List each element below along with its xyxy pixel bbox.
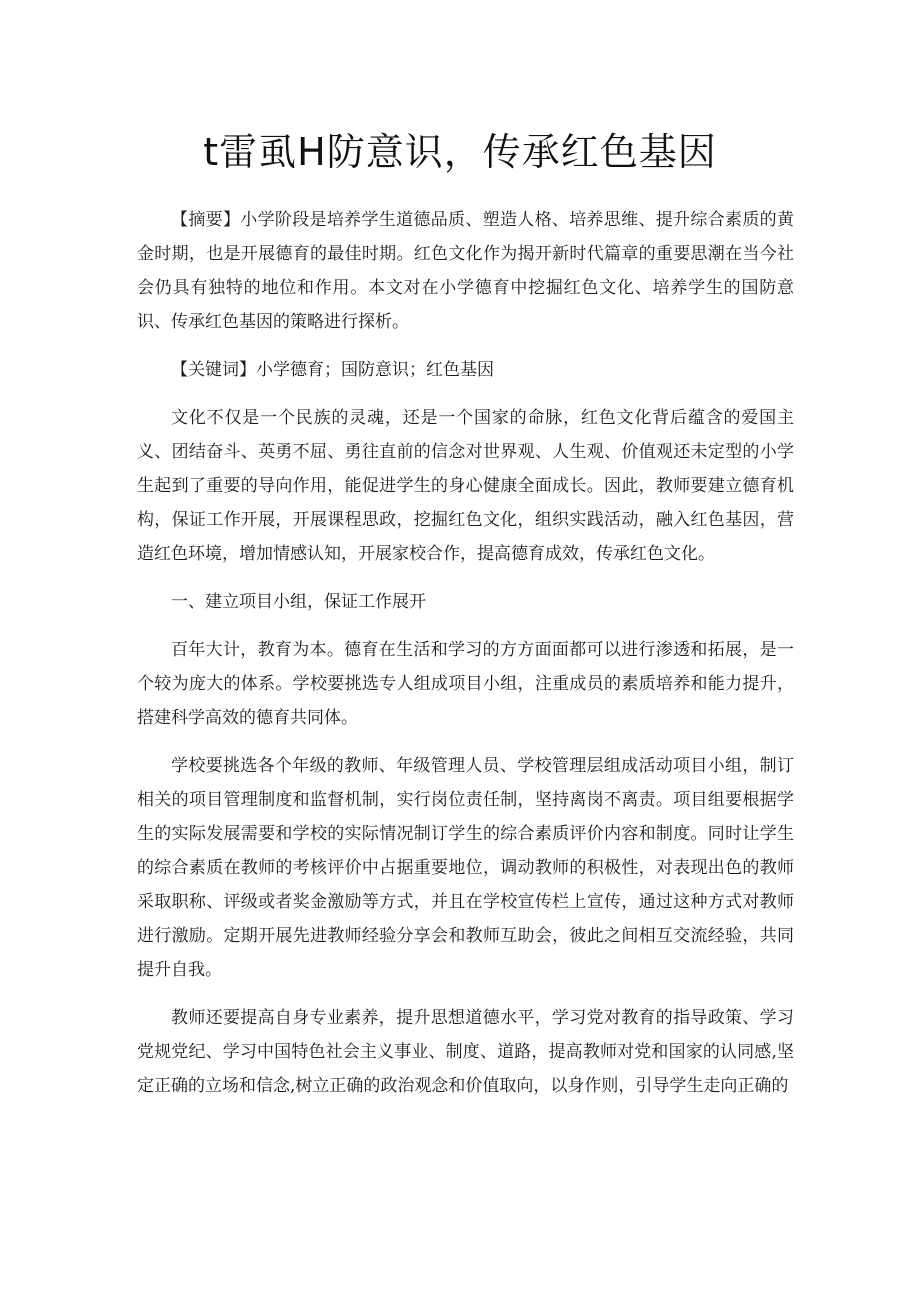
body-paragraph: 百年大计，教育为本。德育在生活和学习的方方面面都可以进行渗透和拓展，是一个较为庞大的体系。学校要挑选专人组成项目小组，注重成员的素质培养和能力提升，搭建科学高效的德育共同体。 xyxy=(137,640,794,728)
document-body xyxy=(137,203,794,1117)
keywords-paragraph: 【关键词】小学德育；国防意识；红色基因 xyxy=(171,360,494,380)
abstract-paragraph: 【摘要】小学阶段是培养学生道德品质、塑造人格、培养思维、提升综合素质的黄金时期，也是开展德育的最佳时期。红色文化作为揭开新时代篇章的重要思潮在当今社会仍具有独特的地位和作用。本文对在小学德育中挖掘红色文化、培养学生的国防意识、传承红色基因的策略进行探析。 xyxy=(137,210,794,332)
body-paragraph: 学校要挑选各个年级的教师、年级管理人员、学校管理层组成活动项目小组，制订相关的项目管理制度和监督机制，实行岗位责任制，坚持离岗不离责。项目组要根据学生的实际发展需要和学校的实际情况制订学生的综合素质评价内容和制度。同时让学生的综合素质在教师的考核评价中占据重要地位，调动教师的积极性，对表现出色的教师采取职称、评级或者奖金激励等方式，并且在学校宣传栏上宣传，通过这种方式对教师进行激励。定期开展先进教师经验分享会和教师互助会，彼此之间相互交流经验，共同提升自我。 xyxy=(137,756,794,980)
section-heading: 一、建立项目小组，保证工作展开 xyxy=(171,592,426,612)
document-title: t雷虱H防意识，传承红色基因 xyxy=(203,130,717,174)
intro-paragraph: 文化不仅是一个民族的灵魂，还是一个国家的命脉，红色文化背后蕴含的爱国主义、团结奋斗、英勇不屈、勇往直前的信念对世界观、人生观、价值观还未定型的小学生起到了重要的导向作用，能促进学生的身心健康全面成长。因此，教师要建立德育机构，保证工作开展，开展课程思政，挖掘红色文化，组织实践活动，融入红色基因，营造红色环境，增加情感认知，开展家校合作，提高德育成效，传承红色文化。 xyxy=(137,408,794,564)
body-paragraph: 教师还要提高自身专业素养，提升思想道德水平，学习党对教育的指导政策、学习党规党纪、学习中国特色社会主义事业、制度、道路，提高教师对党和国家的认同感,坚定正确的立场和信念,树立正确的政治观念和价值取向，以身作则，引导学生走向正确的 xyxy=(137,1008,794,1096)
